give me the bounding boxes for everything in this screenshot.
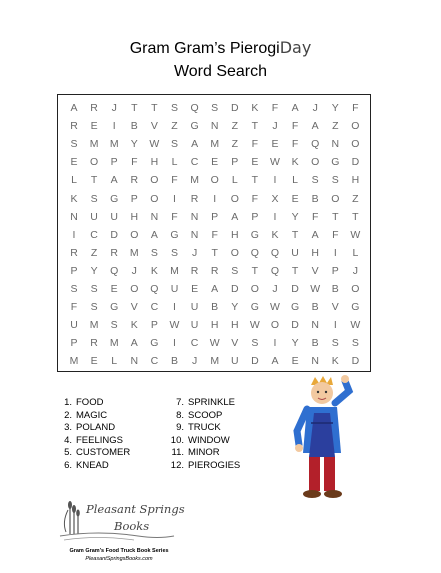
grid-letter: P bbox=[231, 156, 239, 169]
grid-letter: U bbox=[190, 319, 199, 332]
grid-letter: M bbox=[129, 246, 139, 259]
grid-letter: A bbox=[271, 355, 279, 368]
word-number: 5. bbox=[64, 447, 72, 459]
grid-letter: P bbox=[331, 264, 339, 277]
grid-letter: W bbox=[149, 138, 160, 151]
word-list-item bbox=[170, 410, 240, 423]
grid-letter: S bbox=[170, 102, 178, 114]
grid-letter: B bbox=[311, 192, 319, 205]
grid-letter: N bbox=[190, 228, 199, 241]
grid-letter: G bbox=[291, 301, 300, 314]
grid-letter: P bbox=[130, 192, 138, 205]
grid-letter: L bbox=[292, 174, 299, 187]
grid-letter: N bbox=[331, 138, 340, 151]
grid-letter: M bbox=[89, 138, 99, 151]
grid-letter: D bbox=[291, 319, 299, 332]
grid-letter: E bbox=[211, 156, 219, 169]
grid-letter: H bbox=[150, 156, 159, 169]
word-text: MINOR bbox=[188, 447, 220, 459]
grid-letter: F bbox=[352, 102, 359, 114]
grid-letter: W bbox=[310, 283, 321, 295]
grid-letter: M bbox=[89, 319, 99, 332]
grid-letter: F bbox=[70, 301, 78, 314]
grid-letter: A bbox=[70, 102, 78, 114]
grid-letter: H bbox=[210, 319, 219, 332]
grid-letter: A bbox=[191, 138, 199, 151]
grid-letter: G bbox=[250, 228, 259, 241]
grid-letter: U bbox=[291, 246, 299, 259]
grid-letter: J bbox=[312, 102, 318, 114]
grid-letter: D bbox=[231, 102, 239, 114]
grid-letter: A bbox=[130, 337, 138, 350]
grid-letter: F bbox=[311, 210, 319, 223]
grid-letter: K bbox=[331, 355, 339, 368]
grid-letter: P bbox=[251, 210, 259, 223]
grid-letter: C bbox=[190, 337, 199, 350]
grid-letter: M bbox=[170, 264, 179, 277]
grid-letter: P bbox=[150, 319, 158, 332]
grid-letter: I bbox=[273, 174, 277, 187]
grid-letter: M bbox=[109, 337, 119, 350]
child-illustration bbox=[287, 373, 367, 501]
grid-letter: Y bbox=[291, 210, 299, 223]
grid-letter: E bbox=[90, 355, 98, 368]
grid-letter: C bbox=[150, 355, 159, 368]
grid-letter: R bbox=[90, 337, 98, 350]
grid-letter: S bbox=[311, 174, 319, 187]
word-list-item bbox=[58, 435, 130, 448]
word-text: CUSTOMER bbox=[76, 447, 131, 459]
grid-letter: K bbox=[150, 264, 158, 277]
grid-letter: F bbox=[271, 102, 279, 114]
grid-letter: Q bbox=[150, 283, 159, 295]
grid-letter: W bbox=[249, 319, 260, 332]
grid-letter: E bbox=[70, 156, 78, 169]
grid-letter: G bbox=[331, 156, 340, 169]
grid-letter: V bbox=[231, 337, 239, 350]
grid-letter: R bbox=[210, 264, 219, 277]
grid-letter: D bbox=[291, 283, 299, 295]
grid-letter: M bbox=[190, 174, 199, 187]
grid-letter: I bbox=[112, 120, 116, 133]
grid-letter: E bbox=[271, 138, 279, 151]
grid-letter: S bbox=[331, 337, 339, 350]
grid-letter: J bbox=[272, 120, 278, 133]
grid-letter: R bbox=[190, 264, 199, 277]
grid-letter: H bbox=[351, 174, 360, 187]
grid-letter: U bbox=[90, 210, 98, 223]
grid-letter: F bbox=[211, 228, 218, 241]
grid-letter: O bbox=[311, 156, 320, 169]
grid-letter: O bbox=[351, 120, 360, 133]
word-number: 6. bbox=[64, 459, 72, 471]
grid-letter: S bbox=[90, 192, 98, 205]
grid-letter: P bbox=[70, 337, 78, 350]
word-text: TRUCK bbox=[188, 422, 221, 434]
grid-letter: R bbox=[130, 174, 139, 187]
grid-letter: G bbox=[110, 301, 119, 314]
word-list-item bbox=[58, 422, 130, 435]
grid-letter: F bbox=[131, 156, 138, 169]
grid-letter: G bbox=[170, 228, 179, 241]
grid-letter: A bbox=[211, 283, 219, 295]
grid-letter: Y bbox=[231, 301, 239, 314]
grid-letter: O bbox=[130, 228, 139, 241]
grid-letter: F bbox=[171, 174, 178, 187]
grid-letter: C bbox=[150, 301, 159, 314]
grid-letter: W bbox=[209, 337, 220, 350]
word-list-item bbox=[58, 410, 130, 423]
grid-letter: O bbox=[150, 174, 159, 187]
grid-letter: K bbox=[70, 192, 78, 205]
grid-letter: M bbox=[109, 138, 119, 151]
grid-letter: N bbox=[130, 355, 139, 368]
grid-letter: Y bbox=[291, 337, 299, 350]
grid-letter: F bbox=[291, 138, 299, 151]
grid-letter: T bbox=[90, 174, 98, 187]
grid-letter: B bbox=[311, 301, 319, 314]
grid-letter: I bbox=[173, 301, 176, 314]
publisher-url: PleasantSpringsBooks.com bbox=[85, 556, 153, 562]
grid-letter: G bbox=[250, 301, 259, 314]
grid-letter: B bbox=[130, 120, 138, 133]
grid-letter: I bbox=[173, 192, 176, 205]
grid-letter: S bbox=[110, 319, 118, 332]
grid-letter: A bbox=[110, 174, 118, 187]
word-text: SCOOP bbox=[188, 409, 223, 421]
title-main: Gram Gram’s Pierogi bbox=[129, 40, 280, 57]
puzzle-title-line2: Word Search bbox=[173, 63, 268, 80]
grid-letter: J bbox=[191, 355, 198, 368]
word-list-item bbox=[58, 447, 130, 460]
grid-letter: U bbox=[190, 301, 199, 314]
word-number: 7. bbox=[176, 397, 184, 408]
grid-letter: U bbox=[110, 210, 118, 223]
grid-letter: K bbox=[271, 228, 279, 241]
grid-letter: I bbox=[173, 337, 176, 350]
grid-letter: J bbox=[131, 264, 137, 277]
grid-letter: S bbox=[351, 337, 359, 350]
grid-letter: V bbox=[150, 120, 158, 133]
grid-letter: S bbox=[170, 246, 178, 259]
grid-letter: W bbox=[350, 228, 361, 241]
grid-letter: Z bbox=[352, 192, 359, 205]
grid-letter: H bbox=[231, 228, 239, 241]
grid-letter: M bbox=[210, 138, 220, 151]
grid-letter: O bbox=[210, 174, 219, 187]
grid-letter: F bbox=[171, 210, 178, 223]
grid-letter: D bbox=[251, 355, 259, 368]
grid-letter: Y bbox=[130, 138, 138, 151]
grid-letter: Q bbox=[190, 102, 199, 114]
grid-letter: I bbox=[333, 319, 337, 332]
grid-letter: A bbox=[150, 228, 158, 241]
grid-letter: S bbox=[70, 283, 78, 295]
word-text: WINDOW bbox=[188, 434, 230, 446]
grid-letter: T bbox=[211, 246, 218, 259]
grid-letter: J bbox=[272, 283, 278, 295]
grid-letter: G bbox=[110, 192, 119, 205]
grid-letter: J bbox=[352, 264, 359, 277]
grid-letter: F bbox=[291, 120, 299, 133]
word-search-grid bbox=[57, 94, 371, 372]
logo-text-line1: Pleasant Springs bbox=[86, 502, 185, 516]
grid-letter: E bbox=[110, 283, 118, 295]
grid-letter: N bbox=[210, 120, 219, 133]
word-number: 8. bbox=[176, 409, 184, 421]
grid-letter: Y bbox=[90, 264, 98, 277]
grid-letter: K bbox=[291, 156, 299, 169]
grid-letter: H bbox=[311, 246, 319, 259]
word-list-item bbox=[58, 460, 130, 473]
grid-letter: I bbox=[273, 210, 277, 223]
word-text: MAGIC bbox=[76, 409, 108, 421]
grid-letter: B bbox=[311, 337, 319, 350]
word-text: FEELINGS bbox=[76, 434, 123, 446]
grid-letter: C bbox=[190, 156, 199, 169]
grid-letter: V bbox=[311, 264, 319, 277]
grid-letter: B bbox=[211, 301, 219, 314]
grid-letter: N bbox=[311, 319, 319, 332]
grid-letter: O bbox=[351, 283, 360, 295]
grid-letter: S bbox=[231, 264, 239, 277]
grid-letter: L bbox=[352, 246, 359, 259]
grid-letter: H bbox=[231, 319, 239, 332]
word-list-right bbox=[170, 397, 240, 473]
word-text: SPRINKLE bbox=[188, 397, 235, 408]
word-list-item bbox=[170, 460, 240, 473]
grid-letter: D bbox=[110, 228, 118, 241]
grid-letter: T bbox=[352, 210, 359, 223]
grid-letter: L bbox=[111, 355, 118, 368]
grid-letter: O bbox=[230, 192, 239, 205]
grid-letter: S bbox=[70, 138, 78, 151]
grid-letter: Q bbox=[250, 246, 259, 259]
grid-letter: N bbox=[190, 210, 199, 223]
word-list-item bbox=[170, 397, 240, 410]
word-text: FOOD bbox=[76, 397, 104, 408]
grid-letter: E bbox=[291, 192, 299, 205]
word-text: KNEAD bbox=[76, 459, 109, 471]
grid-letter: Z bbox=[332, 120, 339, 133]
grid-letter: O bbox=[250, 283, 259, 295]
grid-letter: N bbox=[311, 355, 319, 368]
grid-letter: U bbox=[70, 319, 78, 332]
grid-letter: S bbox=[170, 138, 178, 151]
grid-letter: F bbox=[251, 138, 259, 151]
grid-letter: J bbox=[191, 246, 198, 259]
grid-letter: S bbox=[211, 102, 219, 114]
grid-letter: X bbox=[271, 192, 279, 205]
word-number: 11. bbox=[171, 447, 184, 459]
grid-letter: S bbox=[251, 337, 259, 350]
grid-letter: T bbox=[332, 210, 339, 223]
grid-letter: L bbox=[231, 174, 238, 187]
word-number: 3. bbox=[64, 422, 72, 434]
grid-letter: O bbox=[351, 138, 360, 151]
grid-letter: V bbox=[130, 301, 138, 314]
grid-letter: Q bbox=[270, 264, 280, 277]
grid-letter: T bbox=[131, 102, 138, 114]
word-number: 12. bbox=[170, 459, 184, 471]
grid-letter: F bbox=[251, 192, 259, 205]
grid-letter: R bbox=[190, 192, 199, 205]
grid-letter: Z bbox=[171, 120, 178, 133]
word-number: 4. bbox=[64, 434, 72, 446]
grid-letter: I bbox=[72, 228, 76, 241]
word-list-item bbox=[170, 422, 240, 435]
grid-letter: R bbox=[70, 120, 78, 133]
grid-letter: Q bbox=[311, 138, 320, 151]
grid-letter: R bbox=[90, 102, 98, 114]
grid-letter: G bbox=[190, 120, 199, 133]
grid-letter: P bbox=[110, 156, 118, 169]
grid-letter: F bbox=[332, 228, 339, 241]
grid-letter: W bbox=[350, 319, 361, 332]
title-day: Day bbox=[279, 38, 312, 57]
word-list-left bbox=[58, 397, 130, 473]
grid-letter: S bbox=[331, 174, 339, 187]
grid-letter: Q bbox=[270, 246, 280, 259]
grid-letter: V bbox=[331, 301, 339, 314]
grid-letter: T bbox=[251, 264, 259, 277]
grid-letter: T bbox=[291, 264, 299, 277]
grid-letter: A bbox=[311, 120, 319, 133]
grid-letter: A bbox=[311, 228, 319, 241]
grid-letter: U bbox=[170, 283, 179, 295]
grid-letter: K bbox=[130, 319, 138, 332]
grid-letter: A bbox=[231, 210, 239, 223]
grid-letter: E bbox=[191, 283, 199, 295]
grid-letter: M bbox=[210, 355, 220, 368]
grid-letter: Y bbox=[331, 102, 339, 114]
grid-letter: D bbox=[351, 156, 360, 169]
grid-letter: T bbox=[291, 228, 299, 241]
grid-letter: B bbox=[170, 355, 178, 368]
grid-letter: S bbox=[90, 301, 98, 314]
word-list-item bbox=[170, 435, 240, 448]
grid-letter: S bbox=[90, 283, 98, 295]
grid-letter: I bbox=[333, 246, 337, 259]
grid-letter: Z bbox=[231, 120, 238, 133]
grid-letter: T bbox=[151, 102, 158, 114]
grid-letter: I bbox=[213, 192, 217, 205]
grid-letter: S bbox=[150, 246, 158, 259]
word-text: POLAND bbox=[76, 422, 116, 434]
grid-letter: C bbox=[90, 228, 98, 241]
grid-letter: G bbox=[150, 337, 159, 350]
word-list-item bbox=[170, 447, 240, 460]
grid-letter: W bbox=[270, 156, 280, 169]
grid-letter: Q bbox=[110, 264, 119, 277]
grid-letter: R bbox=[70, 246, 78, 259]
grid-letter: Z bbox=[231, 138, 238, 151]
grid-letter: R bbox=[110, 246, 118, 259]
puzzle-title-line1 bbox=[0, 38, 441, 59]
series-name: Gram Gram's Food Truck Book Series bbox=[69, 548, 169, 554]
logo-text-line2: Books bbox=[114, 519, 150, 533]
grid-letter: O bbox=[331, 192, 340, 205]
grid-letter: D bbox=[231, 283, 239, 295]
grid-letter: N bbox=[70, 210, 78, 223]
grid-letter: D bbox=[351, 355, 360, 368]
grid-letter: Z bbox=[90, 246, 98, 259]
grid-letter: B bbox=[331, 283, 339, 295]
grid-letter: T bbox=[251, 174, 259, 187]
grid-letter: P bbox=[70, 264, 78, 277]
word-text: PIEROGIES bbox=[188, 459, 241, 471]
grid-letter: E bbox=[291, 355, 299, 368]
grid-letter: L bbox=[171, 156, 178, 169]
word-number: 1. bbox=[64, 397, 72, 408]
grid-letter: E bbox=[251, 156, 259, 169]
grid-letter: J bbox=[111, 102, 117, 114]
grid-letter: W bbox=[270, 301, 280, 314]
grid-letter: O bbox=[230, 246, 239, 259]
grid-letter: M bbox=[69, 355, 79, 368]
word-number: 10. bbox=[170, 434, 184, 446]
word-number: 9. bbox=[176, 422, 184, 434]
grid-letter: G bbox=[351, 301, 360, 314]
grid-letter: H bbox=[130, 210, 139, 223]
grid-letter: L bbox=[71, 174, 77, 187]
word-list-item bbox=[58, 397, 130, 410]
grid-letter: W bbox=[169, 319, 180, 332]
grid-letter: P bbox=[211, 210, 219, 223]
grid-letter: K bbox=[251, 102, 259, 114]
grid-letter: T bbox=[251, 120, 259, 133]
grid-letter: O bbox=[270, 319, 280, 332]
grid-letter: A bbox=[291, 102, 299, 114]
grid-letter: I bbox=[273, 337, 277, 350]
grid-letter: O bbox=[130, 283, 139, 295]
grid-letter: N bbox=[150, 210, 159, 223]
grid-letter: O bbox=[150, 192, 159, 205]
grid-letter: U bbox=[231, 355, 239, 368]
grid-letter: O bbox=[90, 156, 99, 169]
grid-letter: E bbox=[90, 120, 98, 133]
word-number: 2. bbox=[64, 409, 72, 421]
